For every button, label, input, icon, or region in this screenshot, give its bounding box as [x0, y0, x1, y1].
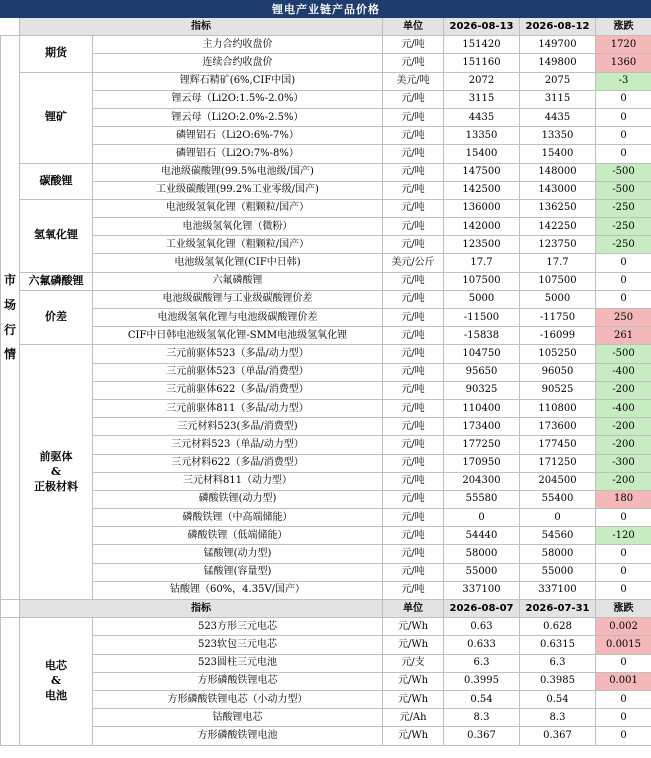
row-value-2: 171250 [520, 454, 596, 472]
row-value-1: 5000 [444, 290, 520, 308]
row-value-1: -11500 [444, 309, 520, 327]
row-name: 锂辉石精矿(6%,CIF中国) [93, 72, 383, 90]
row-value-2: 204500 [520, 472, 596, 490]
header2-blank [1, 600, 20, 618]
row-value-1: 151420 [444, 36, 520, 54]
row-name: 三元材料523(多晶/消费型) [93, 418, 383, 436]
row-value-2: 110800 [520, 399, 596, 417]
row-unit: 元/吨 [383, 472, 444, 490]
row-value-1: 54440 [444, 527, 520, 545]
table-row [1, 72, 651, 90]
row-change: 1360 [596, 54, 651, 72]
row-name: 电池级碳酸锂与工业级碳酸锂价差 [93, 290, 383, 308]
row-name: 磷酸铁锂（低端储能） [93, 527, 383, 545]
row-unit: 元/吨 [383, 309, 444, 327]
row-unit: 元/吨 [383, 563, 444, 581]
header-unit: 单位 [383, 18, 444, 36]
row-unit: 元/Wh [383, 727, 444, 745]
row-value-2: 58000 [520, 545, 596, 563]
row-name: 三元材料622（多晶/消费型） [93, 454, 383, 472]
row-value-2: 107500 [520, 272, 596, 290]
category-line: 电芯 [45, 659, 67, 673]
row-name: 主力合约收盘价 [93, 36, 383, 54]
row-name: 连续合约收盘价 [93, 54, 383, 72]
table-row [1, 163, 651, 181]
row-change: 0.002 [596, 618, 651, 636]
section-market-char: 情 [3, 347, 16, 362]
row-value-2: 17.7 [520, 254, 596, 272]
row-value-1: 90325 [444, 381, 520, 399]
table-row [1, 636, 651, 654]
row-unit: 元/吨 [383, 363, 444, 381]
header-row-1 [1, 18, 651, 36]
row-value-1: 204300 [444, 472, 520, 490]
row-change: 0 [596, 127, 651, 145]
row-unit: 元/吨 [383, 54, 444, 72]
row-value-1: 3115 [444, 90, 520, 108]
row-value-1: 58000 [444, 545, 520, 563]
row-value-1: 13350 [444, 127, 520, 145]
row-value-2: 149700 [520, 36, 596, 54]
row-unit: 元/吨 [383, 581, 444, 599]
table-row [1, 454, 651, 472]
row-value-2: 15400 [520, 145, 596, 163]
header-date1: 2026-08-13 [444, 18, 520, 36]
row-change: -200 [596, 381, 651, 399]
row-value-2: 0.628 [520, 618, 596, 636]
table-row [1, 145, 651, 163]
row-value-1: 123500 [444, 236, 520, 254]
table-row [1, 199, 651, 217]
table-row [1, 363, 651, 381]
row-unit: 元/吨 [383, 108, 444, 126]
row-name: 工业级碳酸锂(99.2%工业零级/国产) [93, 181, 383, 199]
row-value-2: -11750 [520, 309, 596, 327]
section-market-char: 市 [3, 273, 16, 287]
row-change: 0 [596, 581, 651, 599]
category-lipf6: 六氟磷酸锂 [20, 272, 93, 290]
row-change: 0 [596, 709, 651, 727]
category-line: 正极材料 [34, 479, 78, 493]
table-row [1, 545, 651, 563]
row-name: 523圆柱三元电池 [93, 654, 383, 672]
row-value-2: 5000 [520, 290, 596, 308]
row-change: 261 [596, 327, 651, 345]
row-unit: 元/吨 [383, 327, 444, 345]
table-row [1, 563, 651, 581]
row-unit: 元/Wh [383, 618, 444, 636]
row-value-2: 0.54 [520, 690, 596, 708]
row-name: 锰酸锂(容量型) [93, 563, 383, 581]
row-unit: 元/Wh [383, 636, 444, 654]
row-unit: 元/Ah [383, 709, 444, 727]
row-unit: 美元/公斤 [383, 254, 444, 272]
table-row [1, 418, 651, 436]
row-unit: 元/吨 [383, 436, 444, 454]
table-row [1, 236, 651, 254]
row-unit: 元/吨 [383, 199, 444, 217]
row-unit: 元/吨 [383, 545, 444, 563]
row-change: -3 [596, 72, 651, 90]
row-change: 0 [596, 90, 651, 108]
row-change: 0 [596, 654, 651, 672]
row-change: -400 [596, 399, 651, 417]
row-value-1: 107500 [444, 272, 520, 290]
row-unit: 元/吨 [383, 236, 444, 254]
header2-indicator: 指标 [20, 600, 383, 618]
table-row [1, 290, 651, 308]
row-unit: 元/吨 [383, 418, 444, 436]
table-row [1, 90, 651, 108]
table-row [1, 108, 651, 126]
row-change: 0 [596, 509, 651, 527]
row-value-2: 90525 [520, 381, 596, 399]
table-row [1, 381, 651, 399]
row-change: 0 [596, 108, 651, 126]
row-value-1: 177250 [444, 436, 520, 454]
row-name: 电池级氢氧化锂（微粉） [93, 218, 383, 236]
table-row [1, 472, 651, 490]
row-unit: 元/支 [383, 654, 444, 672]
row-change: 0.0015 [596, 636, 651, 654]
row-name: 锂云母（Li2O:1.5%-2.0%） [93, 90, 383, 108]
row-change: 0 [596, 272, 651, 290]
row-name: 磷锂铝石（Li2O:7%-8%） [93, 145, 383, 163]
row-value-1: 6.3 [444, 654, 520, 672]
row-name: 523方形三元电芯 [93, 618, 383, 636]
row-unit: 元/Wh [383, 672, 444, 690]
row-name: 三元前驱体811（多晶/动力型） [93, 399, 383, 417]
row-change: -500 [596, 345, 651, 363]
row-unit: 元/吨 [383, 381, 444, 399]
row-name: 钴酸锂电芯 [93, 709, 383, 727]
section-market-char: 场 [3, 297, 16, 312]
category-hydroxide: 氢氧化锂 [20, 199, 93, 272]
row-value-2: 3115 [520, 90, 596, 108]
row-value-1: -15838 [444, 327, 520, 345]
table-row [1, 127, 651, 145]
row-change: 0.001 [596, 672, 651, 690]
row-value-1: 0.367 [444, 727, 520, 745]
category-carbonate: 碳酸锂 [20, 163, 93, 199]
row-change: -120 [596, 527, 651, 545]
row-name: 电池级碳酸锂(99.5%电池级/国产) [93, 163, 383, 181]
category-line: & [51, 464, 61, 478]
section-cell-blank [1, 618, 20, 745]
row-value-1: 4435 [444, 108, 520, 126]
table-row [1, 527, 651, 545]
row-value-2: 0.3985 [520, 672, 596, 690]
row-value-1: 0.63 [444, 618, 520, 636]
table-row [1, 581, 651, 599]
row-value-2: 148000 [520, 163, 596, 181]
table-row [1, 254, 651, 272]
row-value-1: 0.54 [444, 690, 520, 708]
row-change: -500 [596, 163, 651, 181]
row-change: 1720 [596, 36, 651, 54]
row-name: 方形磷酸铁锂电池 [93, 727, 383, 745]
row-value-2: 105250 [520, 345, 596, 363]
row-value-1: 173400 [444, 418, 520, 436]
row-value-2: 142250 [520, 218, 596, 236]
row-change: -500 [596, 181, 651, 199]
category-line: 前驱体 [39, 449, 73, 463]
row-value-1: 17.7 [444, 254, 520, 272]
row-unit: 元/吨 [383, 127, 444, 145]
row-name: 三元前驱体523（单晶/消费型） [93, 363, 383, 381]
row-value-2: 136250 [520, 199, 596, 217]
row-unit: 元/吨 [383, 290, 444, 308]
table-row [1, 727, 651, 745]
row-value-1: 337100 [444, 581, 520, 599]
row-value-2: 337100 [520, 581, 596, 599]
row-name: 磷酸铁锂（中高端储能） [93, 509, 383, 527]
table-row [1, 490, 651, 508]
row-value-2: 13350 [520, 127, 596, 145]
row-value-2: 177450 [520, 436, 596, 454]
table-row [1, 181, 651, 199]
row-value-2: 55400 [520, 490, 596, 508]
section-market [1, 36, 20, 600]
row-change: 0 [596, 563, 651, 581]
row-value-1: 147500 [444, 163, 520, 181]
table-row [1, 36, 651, 54]
row-change: 180 [596, 490, 651, 508]
header2-change: 涨跌 [596, 600, 651, 618]
row-unit: 元/吨 [383, 36, 444, 54]
row-name: 三元材料811（动力型） [93, 472, 383, 490]
row-change: -200 [596, 436, 651, 454]
category-ore: 锂矿 [20, 72, 93, 163]
category-cell [20, 618, 93, 745]
row-change: 0 [596, 690, 651, 708]
row-value-1: 0.3995 [444, 672, 520, 690]
row-value-2: -16099 [520, 327, 596, 345]
row-name: 三元前驱体523（多晶/动力型） [93, 345, 383, 363]
row-value-1: 142000 [444, 218, 520, 236]
row-unit: 元/吨 [383, 527, 444, 545]
row-name: 电池级氢氧化锂（粗颗粒/国产） [93, 199, 383, 217]
header-date2: 2026-08-12 [520, 18, 596, 36]
row-value-1: 136000 [444, 199, 520, 217]
table-row [1, 399, 651, 417]
row-name: 六氟磷酸锂 [93, 272, 383, 290]
row-value-2: 8.3 [520, 709, 596, 727]
table-row [1, 54, 651, 72]
row-value-2: 4435 [520, 108, 596, 126]
row-name: 钴酸锂（60%，4.35V/国产） [93, 581, 383, 599]
category-line: 电池 [45, 688, 67, 702]
row-name: 磷锂铝石（Li2O:6%-7%） [93, 127, 383, 145]
table-row [1, 709, 651, 727]
section-market-char: 行 [3, 322, 16, 337]
table-row [1, 654, 651, 672]
row-unit: 元/吨 [383, 272, 444, 290]
header2-unit: 单位 [383, 600, 444, 618]
row-value-1: 55000 [444, 563, 520, 581]
row-value-1: 0.633 [444, 636, 520, 654]
row-change: 0 [596, 145, 651, 163]
row-change: 250 [596, 309, 651, 327]
header2-date2: 2026-07-31 [520, 600, 596, 618]
table-row [1, 309, 651, 327]
table-row [1, 218, 651, 236]
row-name: 523软包三元电芯 [93, 636, 383, 654]
header-change: 涨跌 [596, 18, 651, 36]
row-value-1: 55580 [444, 490, 520, 508]
row-value-2: 143000 [520, 181, 596, 199]
table-row [1, 509, 651, 527]
row-value-1: 15400 [444, 145, 520, 163]
row-value-2: 123750 [520, 236, 596, 254]
row-name: 锰酸锂(动力型) [93, 545, 383, 563]
header-indicator: 指标 [20, 18, 383, 36]
row-name: 锂云母（Li2O:2.0%-2.5%） [93, 108, 383, 126]
row-value-2: 2075 [520, 72, 596, 90]
row-change: -250 [596, 218, 651, 236]
row-unit: 元/吨 [383, 181, 444, 199]
row-change: -250 [596, 199, 651, 217]
row-unit: 元/吨 [383, 399, 444, 417]
table-row [1, 272, 651, 290]
category-cathode [20, 345, 93, 600]
row-unit: 元/吨 [383, 163, 444, 181]
row-unit: 元/吨 [383, 345, 444, 363]
header-blank [1, 18, 20, 36]
row-name: 磷酸铁锂(动力型) [93, 490, 383, 508]
header-row-2 [1, 600, 651, 618]
row-value-1: 2072 [444, 72, 520, 90]
table-row [1, 327, 651, 345]
row-change: 0 [596, 290, 651, 308]
table-row [1, 436, 651, 454]
row-value-2: 6.3 [520, 654, 596, 672]
row-value-2: 0 [520, 509, 596, 527]
row-change: 0 [596, 254, 651, 272]
row-value-1: 104750 [444, 345, 520, 363]
row-name: 三元材料523（单晶/动力型） [93, 436, 383, 454]
row-value-2: 54560 [520, 527, 596, 545]
table-title: 锂电产业链产品价格 [1, 1, 651, 18]
table-row [1, 690, 651, 708]
row-name: 电池级氢氧化锂与电池级碳酸锂价差 [93, 309, 383, 327]
row-change: -400 [596, 363, 651, 381]
row-value-2: 0.367 [520, 727, 596, 745]
category-futures: 期货 [20, 36, 93, 72]
row-change: -300 [596, 454, 651, 472]
row-unit: 元/吨 [383, 509, 444, 527]
row-value-1: 151160 [444, 54, 520, 72]
row-value-2: 96050 [520, 363, 596, 381]
row-value-1: 8.3 [444, 709, 520, 727]
row-unit: 元/吨 [383, 490, 444, 508]
row-name: 三元前驱体622（多晶/消费型） [93, 381, 383, 399]
category-spread: 价差 [20, 290, 93, 345]
row-unit: 元/吨 [383, 145, 444, 163]
row-name: CIF中日韩电池级氢氧化锂-SMM电池级氢氧化锂 [93, 327, 383, 345]
row-change: 0 [596, 545, 651, 563]
row-value-1: 142500 [444, 181, 520, 199]
row-change: -200 [596, 418, 651, 436]
row-unit: 元/吨 [383, 90, 444, 108]
table-row [1, 672, 651, 690]
header2-date1: 2026-08-07 [444, 600, 520, 618]
row-value-2: 0.6315 [520, 636, 596, 654]
row-unit: 元/Wh [383, 690, 444, 708]
table-row [1, 618, 651, 636]
row-change: -200 [596, 472, 651, 490]
row-change: -250 [596, 236, 651, 254]
row-value-2: 173600 [520, 418, 596, 436]
row-value-1: 0 [444, 509, 520, 527]
row-value-1: 110400 [444, 399, 520, 417]
row-unit: 元/吨 [383, 218, 444, 236]
table-row [1, 345, 651, 363]
row-value-1: 95650 [444, 363, 520, 381]
row-name: 方形磷酸铁锂电芯 [93, 672, 383, 690]
row-change: 0 [596, 727, 651, 745]
category-line: & [51, 673, 61, 687]
row-name: 工业级氢氧化锂（粗颗粒/国产） [93, 236, 383, 254]
row-value-2: 55000 [520, 563, 596, 581]
row-value-2: 149800 [520, 54, 596, 72]
row-name: 电池级氢氧化锂(CIF中日韩) [93, 254, 383, 272]
row-unit: 美元/吨 [383, 72, 444, 90]
row-name: 方形磷酸铁锂电芯（小动力型） [93, 690, 383, 708]
row-unit: 元/吨 [383, 454, 444, 472]
row-value-1: 170950 [444, 454, 520, 472]
